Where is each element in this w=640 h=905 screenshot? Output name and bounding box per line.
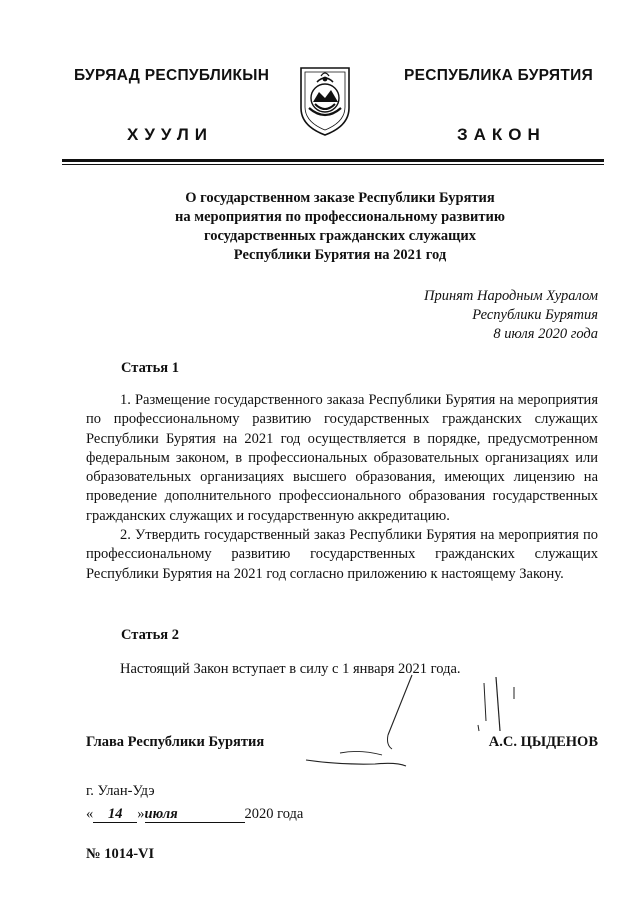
adoption-line: Республики Бурятия	[472, 307, 598, 323]
article-1-heading: Статья 1	[121, 360, 179, 376]
header-left-title: БУРЯАД РЕСПУБЛИКЫН	[74, 67, 270, 84]
coat-of-arms-icon	[297, 64, 353, 138]
article-2-paragraph-1: Настоящий Закон вступает в силу с 1 января 2021 года.	[120, 661, 461, 677]
adoption-line: Принят Народным Хуралом	[423, 288, 598, 304]
law-title	[100, 189, 580, 265]
header-right-title: РЕСПУБЛИКА БУРЯТИЯ	[404, 67, 594, 84]
date-month: июля	[145, 807, 245, 823]
law-title-line: государственных гражданских служащих	[203, 228, 477, 244]
header-divider-thin	[62, 164, 604, 165]
law-number: № 1014-VI	[86, 846, 155, 862]
date-close-quote: »	[137, 806, 145, 822]
law-title-line: О государственном заказе Республики Бурятия	[185, 190, 495, 206]
date-day: 14	[93, 807, 137, 823]
date-year: 2020 года	[244, 806, 304, 822]
handwritten-signature	[300, 665, 530, 780]
signatory-position: Глава Республики Бурятия	[86, 734, 265, 750]
article-1-body	[86, 391, 598, 584]
article-2-heading: Статья 2	[121, 627, 179, 643]
date-open-quote: «	[86, 806, 94, 822]
header-divider-thick	[62, 159, 604, 162]
signatory-name: А.С. ЦЫДЕНОВ	[488, 734, 598, 750]
law-title-line: Республики Бурятия на 2021 год	[233, 247, 447, 263]
article-1-paragraph-1: 1. Размещение государственного заказа Республики Бурятия на мероприятия по профессиональному развитию государственных гражданских служащих Республики Бурятия на 2021 год осуществляется в порядке, предусмотренном федеральным законом, в профессиональных образовательных организациях или образовательных организациях высшего образования, имеющих лицензию на проведение дополнительного профессионального образования государственных гражданских служащих и государственную аккредитацию.	[86, 392, 598, 524]
adoption-date: 8 июля 2020 года	[493, 326, 598, 342]
law-title-line: на мероприятия по профессиональному развитию	[175, 209, 505, 225]
signing-date	[86, 806, 303, 823]
header-right-doc-type: ЗАКОН	[457, 125, 546, 144]
adoption-note	[424, 287, 598, 344]
article-1-paragraph-2: 2. Утвердить государственный заказ Республики Бурятия на мероприятия по профессиональному развитию государственных гражданских служащих Республики Бурятия на 2021 год согласно приложению к настоящему Закону.	[86, 527, 598, 582]
header-left-doc-type: ХУУЛИ	[127, 125, 213, 144]
city: г. Улан-Удэ	[86, 783, 155, 799]
